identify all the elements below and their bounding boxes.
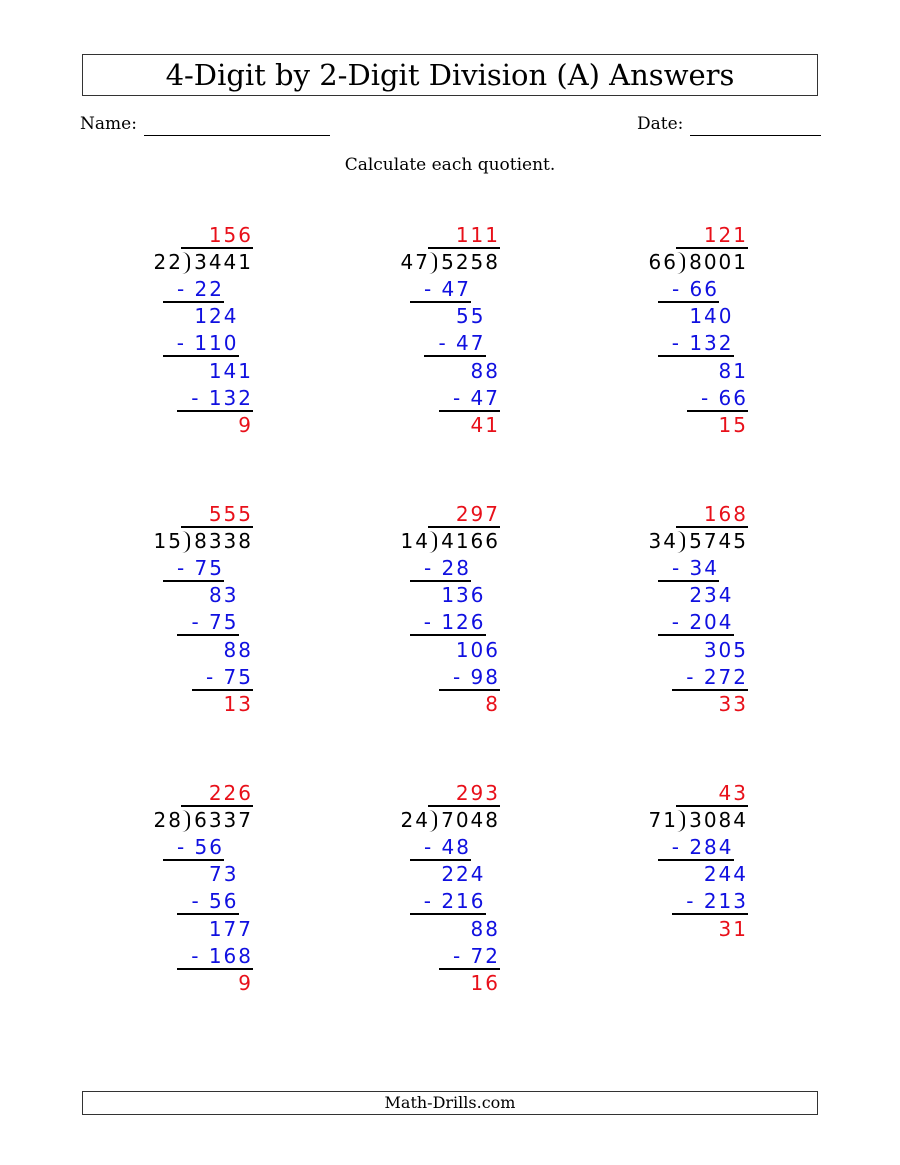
instructions: Calculate each quotient. (344, 155, 556, 175)
partial-result: 234 (689, 583, 734, 608)
quotient: 293 (455, 781, 500, 805)
subtraction: - 284 (671, 835, 734, 860)
quotient: 121 (703, 223, 748, 247)
dividend: 6337 (194, 808, 253, 833)
subtraction: - 47 (452, 385, 500, 410)
division-bracket (677, 810, 685, 832)
partial-result: 88 (470, 916, 500, 941)
subtraction: - 98 (452, 664, 500, 689)
subtraction: - 272 (686, 664, 748, 689)
divisor: 66 (648, 250, 678, 275)
division-bracket (429, 252, 437, 274)
remainder: 41 (470, 412, 500, 437)
subtraction: - 22 (176, 277, 224, 302)
quotient: 111 (455, 223, 500, 247)
division-bracket (182, 252, 190, 274)
date-label: Date: (637, 114, 684, 134)
divisor: 22 (153, 250, 183, 275)
subtraction: - 213 (686, 889, 748, 914)
remainder: 16 (470, 970, 500, 995)
subtraction: - 66 (671, 277, 719, 302)
subtraction: - 75 (205, 664, 253, 689)
dividend: 4166 (441, 529, 500, 554)
subtraction: - 216 (423, 889, 486, 914)
divisor: 28 (153, 808, 183, 833)
subtraction: - 47 (438, 331, 486, 356)
divisor: 47 (400, 250, 430, 275)
divisor: 34 (648, 529, 678, 554)
date-field[interactable] (690, 135, 821, 136)
dividend: 3084 (689, 808, 748, 833)
remainder: 8 (485, 691, 500, 716)
divisor: 24 (400, 808, 430, 833)
partial-result: 244 (703, 862, 748, 887)
subtraction: - 72 (452, 943, 500, 968)
remainder: 13 (223, 691, 253, 716)
dividend: 5258 (441, 250, 500, 275)
subtraction: - 168 (191, 943, 253, 968)
partial-result: 124 (194, 304, 239, 329)
partial-result: 140 (689, 304, 734, 329)
subtraction: - 132 (191, 385, 253, 410)
divisor: 71 (648, 808, 678, 833)
partial-result: 106 (455, 637, 500, 662)
remainder: 33 (718, 691, 748, 716)
dividend: 8338 (194, 529, 253, 554)
division-bracket (429, 531, 437, 553)
subtraction: - 56 (176, 835, 224, 860)
subtraction: - 28 (423, 556, 471, 581)
partial-result: 141 (208, 358, 253, 383)
remainder: 9 (238, 970, 253, 995)
partial-result: 305 (703, 637, 748, 662)
subtraction: - 75 (191, 610, 239, 635)
quotient: 555 (208, 502, 253, 526)
divisor: 14 (400, 529, 430, 554)
division-bracket (429, 810, 437, 832)
partial-result: 224 (441, 862, 486, 887)
footer: Math-Drills.com (82, 1091, 818, 1115)
remainder: 15 (718, 412, 748, 437)
subtraction: - 132 (671, 331, 734, 356)
partial-result: 177 (208, 916, 253, 941)
subtraction: - 75 (176, 556, 224, 581)
dividend: 3441 (194, 250, 253, 275)
subtraction: - 34 (671, 556, 719, 581)
partial-result: 136 (441, 583, 486, 608)
quotient: 226 (208, 781, 253, 805)
quotient: 297 (455, 502, 500, 526)
subtraction: - 47 (423, 277, 471, 302)
remainder: 31 (718, 916, 748, 941)
subtraction: - 66 (700, 385, 748, 410)
subtraction: - 48 (423, 835, 471, 860)
quotient: 168 (703, 502, 748, 526)
worksheet-title: 4-Digit by 2-Digit Division (A) Answers (82, 54, 818, 96)
remainder: 9 (238, 412, 253, 437)
dividend: 7048 (441, 808, 500, 833)
subtraction: - 126 (423, 610, 486, 635)
partial-result: 88 (470, 358, 500, 383)
quotient: 156 (208, 223, 253, 247)
subtraction: - 204 (671, 610, 734, 635)
dividend: 8001 (689, 250, 748, 275)
partial-result: 81 (718, 358, 748, 383)
partial-result: 83 (209, 583, 239, 608)
quotient: 43 (718, 781, 748, 805)
partial-result: 73 (209, 862, 239, 887)
partial-result: 55 (456, 304, 486, 329)
division-bracket (182, 531, 190, 553)
subtraction: - 110 (176, 331, 239, 356)
subtraction: - 56 (191, 889, 239, 914)
dividend: 5745 (689, 529, 748, 554)
division-bracket (677, 531, 685, 553)
name-field[interactable] (144, 135, 330, 136)
partial-result: 88 (223, 637, 253, 662)
division-bracket (182, 810, 190, 832)
division-bracket (677, 252, 685, 274)
name-label: Name: (80, 114, 137, 134)
divisor: 15 (153, 529, 183, 554)
